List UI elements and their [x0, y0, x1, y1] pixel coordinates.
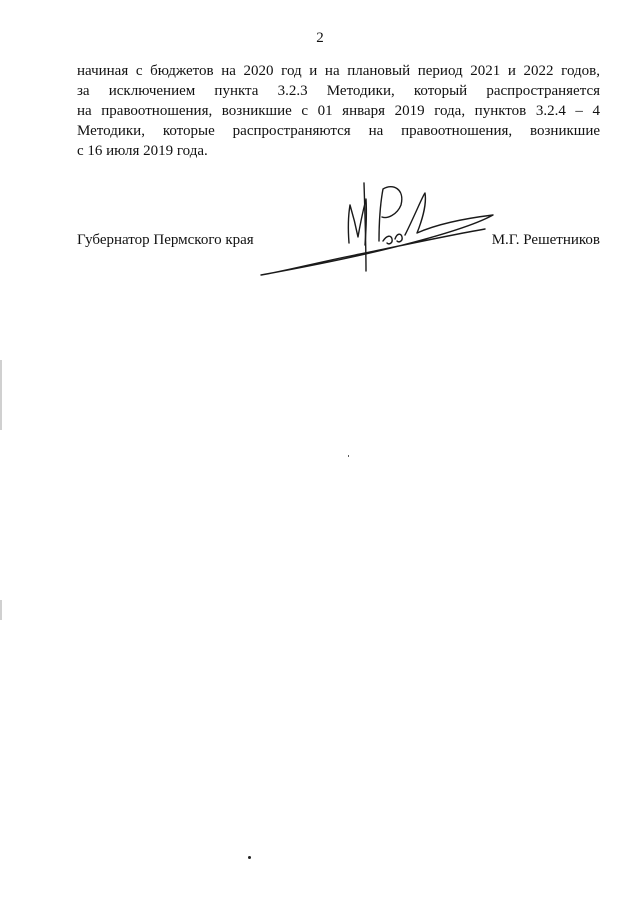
- handwritten-signature: [245, 175, 505, 285]
- body-line: за исключением пункта 3.2.3 Методики, который распространяется: [77, 83, 600, 99]
- scan-speck: [348, 455, 349, 457]
- scan-edge-mark: [0, 360, 2, 430]
- scan-speck: [248, 856, 251, 859]
- body-line: Методики, которые распространяются на правоотношения, возникшие: [77, 123, 600, 139]
- body-line: на правоотношения, возникшие с 01 января 2019 года, пунктов 3.2.4 – 4: [77, 103, 600, 119]
- body-paragraph: [77, 61, 600, 161]
- scan-edge-mark: [0, 600, 2, 620]
- signer-name: М.Г. Решетников: [491, 232, 600, 248]
- body-line: с 16 июля 2019 года.: [77, 143, 208, 159]
- signer-position: Губернатор Пермского края: [77, 232, 254, 248]
- body-line: начиная с бюджетов на 2020 год и на плановый период 2021 и 2022 годов,: [77, 63, 600, 79]
- page-number: 2: [316, 30, 324, 46]
